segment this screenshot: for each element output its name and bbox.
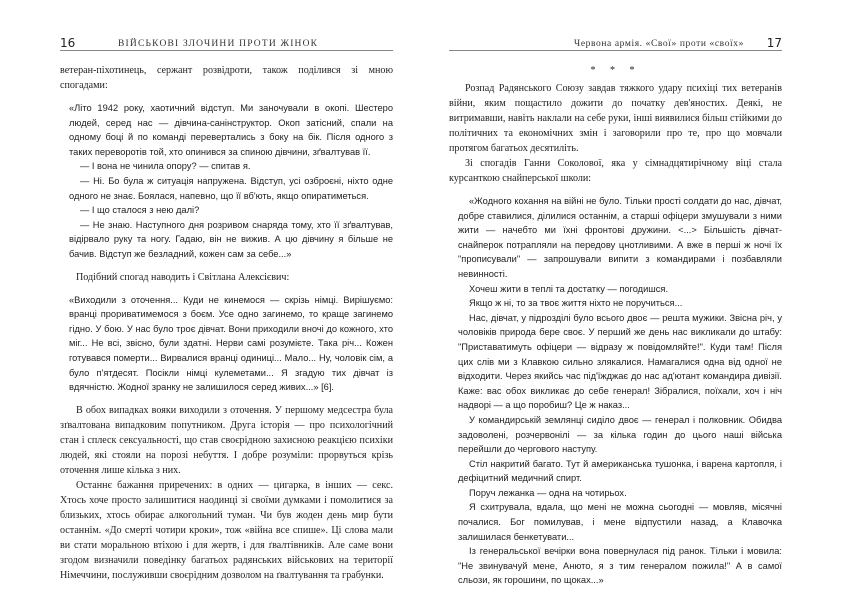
body-paragraph: В обох випадках вояки виходили з оточення. У першому медсестра була зґвалтована випадковим попутником. Друга історія — про психологічний стан і сплеск сексуальності, що став своєрідною захисною реакцією психіки людей, які стояли на порозі небуття. І добре розуміли: прорвуться крізь оточення лише кілька з них. [60, 404, 393, 476]
quote-paragraph: Поруч лежанка — одна на чотирьох. [469, 487, 627, 498]
section-separator: * * * [590, 65, 641, 76]
quote-paragraph: «Виходили з оточення... Куди не кинемося — скрізь німці. Вирішуємо: вранці прориватимемося з боєм. Усе одно загинемо, то краще загинемо гідно. У бою. У нас було троє дівчат. Вони приходили вночі до кожного, хто міг... Не всі, звісно, були здатні. Нерви самі розумієте. Така річ... Кожен готувався померти... Вирвалися вранці одиниці... Мало... Ну, чоловік сім, а було п'ятдесят. Посікли німці кулеметами... Я згадую тих дівчат із вдячністю. Жодної зранку не залишилося серед живих...» [6]. [69, 294, 393, 393]
page-number: 17 [766, 36, 782, 50]
quote-paragraph: — Не знаю. Наступного дня розривом снаряда тому, хто її зґвалтував, відірвало руку та ногу. Гадаю, він не вижив. А цю дівчину я більше не бачив. Відступ же безладний, кожен сам за себе...» [69, 219, 393, 259]
quote-paragraph: Я схитрувала, вдала, що мені не можна сьогодні — мовляв, місячні почалися. Бог помилував, і мене відпустили назад, а Клавочка залишилася бенкетувати... [458, 502, 782, 542]
quote-paragraph: — І вона не чинила опору? — спитав я. [80, 161, 251, 172]
body-paragraph: Останнє бажання приречених: в одних — цигарка, в інших — секс. Хтось хоче просто залишитися наодинці зі своїми думками і помолитися за близьких, хтось обирає алкогольний туман. Чи був жоден день мир бути останнім. «До смерті чотири кроки», тож «війна все спише». Ці слова мали ви стати моральною втіхою і для жертв, і для ґвалтівників. Але саме вони згодом визначили поведінку багатьох радянських військових на території Німеччини, послуживши своєрідним дозволом на ґвалтування та грабунки. [60, 479, 393, 581]
quote-paragraph: — І що сталося з нею далі? [80, 205, 200, 216]
running-title: Червона армія. «Свої» проти «своїх» [574, 39, 744, 49]
quote-paragraph: — Ні. Бо була ж ситуація напружена. Відступ, усі озброєні, ніхто одне одного не знає. Боялася, напевно, що її вб'ють, якщо опиратиметься. [69, 175, 393, 201]
page-number: 16 [60, 36, 76, 50]
body-paragraph: Подібний спогад наводить і Світлана Алексієвич: [76, 271, 290, 283]
right-page-header [449, 0, 782, 51]
intro-paragraph: ветеран-піхотинець, сержант розвідроти, також поділився зі мною спогадами: [60, 65, 393, 91]
left-page-header [60, 0, 393, 51]
right-page-body [449, 51, 782, 588]
left-page-body [60, 51, 393, 583]
body-paragraph: Зі спогадів Ганни Соколової, яка у сімнадцятирічному віці стала курсанткою снайперської школи: [449, 158, 782, 184]
quote-paragraph: Нас, дівчат, у підрозділі було всього двоє — решта мужики. Звісна річ, у чоловіків природа бере своє. У перший же день нас викликали до штабу: "Приставатимуть офіцери — відразу ж повідомляйте!". Куди там! Після цих слів ми з Клавкою сильно злякалися. Намагалися одна від одної не відходити. Через якийсь час під'їжджає до нас ад'ютант командира дивізії. Каже: вас обох викликає до себе генерал! Зібралися, поїхали, хоч і ніч надворі — а що поробиш? Це ж наказ... [458, 312, 782, 411]
quote-paragraph: «Літо 1942 року, хаотичний відступ. Ми заночували в окопі. Шестеро людей, серед нас — дівчина-санінструктор. Окоп затісний, спали на одному боці й по команді перевертались з боку на бік. Після одного з таких переворотів той, хто опинився за спиною дівчини, зґвалтував її. [69, 103, 393, 157]
body-paragraph: Розпад Радянського Союзу завдав тяжкого удару психіці тих ветеранів війни, яким пощастило дожити до початку дев'яностих. Деякі, не витримавши, навіть наклали на себе руки, інші виявилися більш стійкими до політичних та економічних змін і заговорили про те, про що мовчали протягом багатьох десятиліть. [449, 83, 782, 154]
quote-paragraph: Хочеш жити в теплі та достатку — погодишся. [469, 283, 669, 294]
quote-paragraph: «Жодного кохання на війні не було. Тільки прості солдати до нас, дівчат, добре ставилися, ділилися останнім, а старші офіцери змушували з ними жити — начебто ми їхні фронтові дружини. <...> Більшість дівчат-снайперок потрапляли на передову цнотливими. А вже в перші ж ночі їх "прописували" — запрошували випити з командирами і позбавляли невинності. [458, 196, 782, 279]
running-title: ВІЙСЬКОВІ ЗЛОЧИНИ ПРОТИ ЖІНОК [118, 39, 319, 49]
quote-paragraph: Стіл накритий багато. Тут й американська тушонка, і варена картопля, і дефіцитний медичний спирт. [458, 458, 782, 484]
quote-paragraph: У командирській землянці сиділо двоє — генерал і полковник. Обидва задоволені, розчервонілі — за кілька годин до цього наші війська перейшли до чергового наступу. [458, 414, 782, 455]
right-page [421, 0, 842, 600]
quote-paragraph: Із генеральської вечірки вона повернулася під ранок. Тільки і мовила: "Не звинувачуй мене, Анюто, я з тим генералом пожила!" А в самої сльози, як горошини, по щоках...» [458, 546, 782, 586]
quote-paragraph: Якщо ж ні, то за твоє життя ніхто не поручиться... [469, 298, 683, 309]
